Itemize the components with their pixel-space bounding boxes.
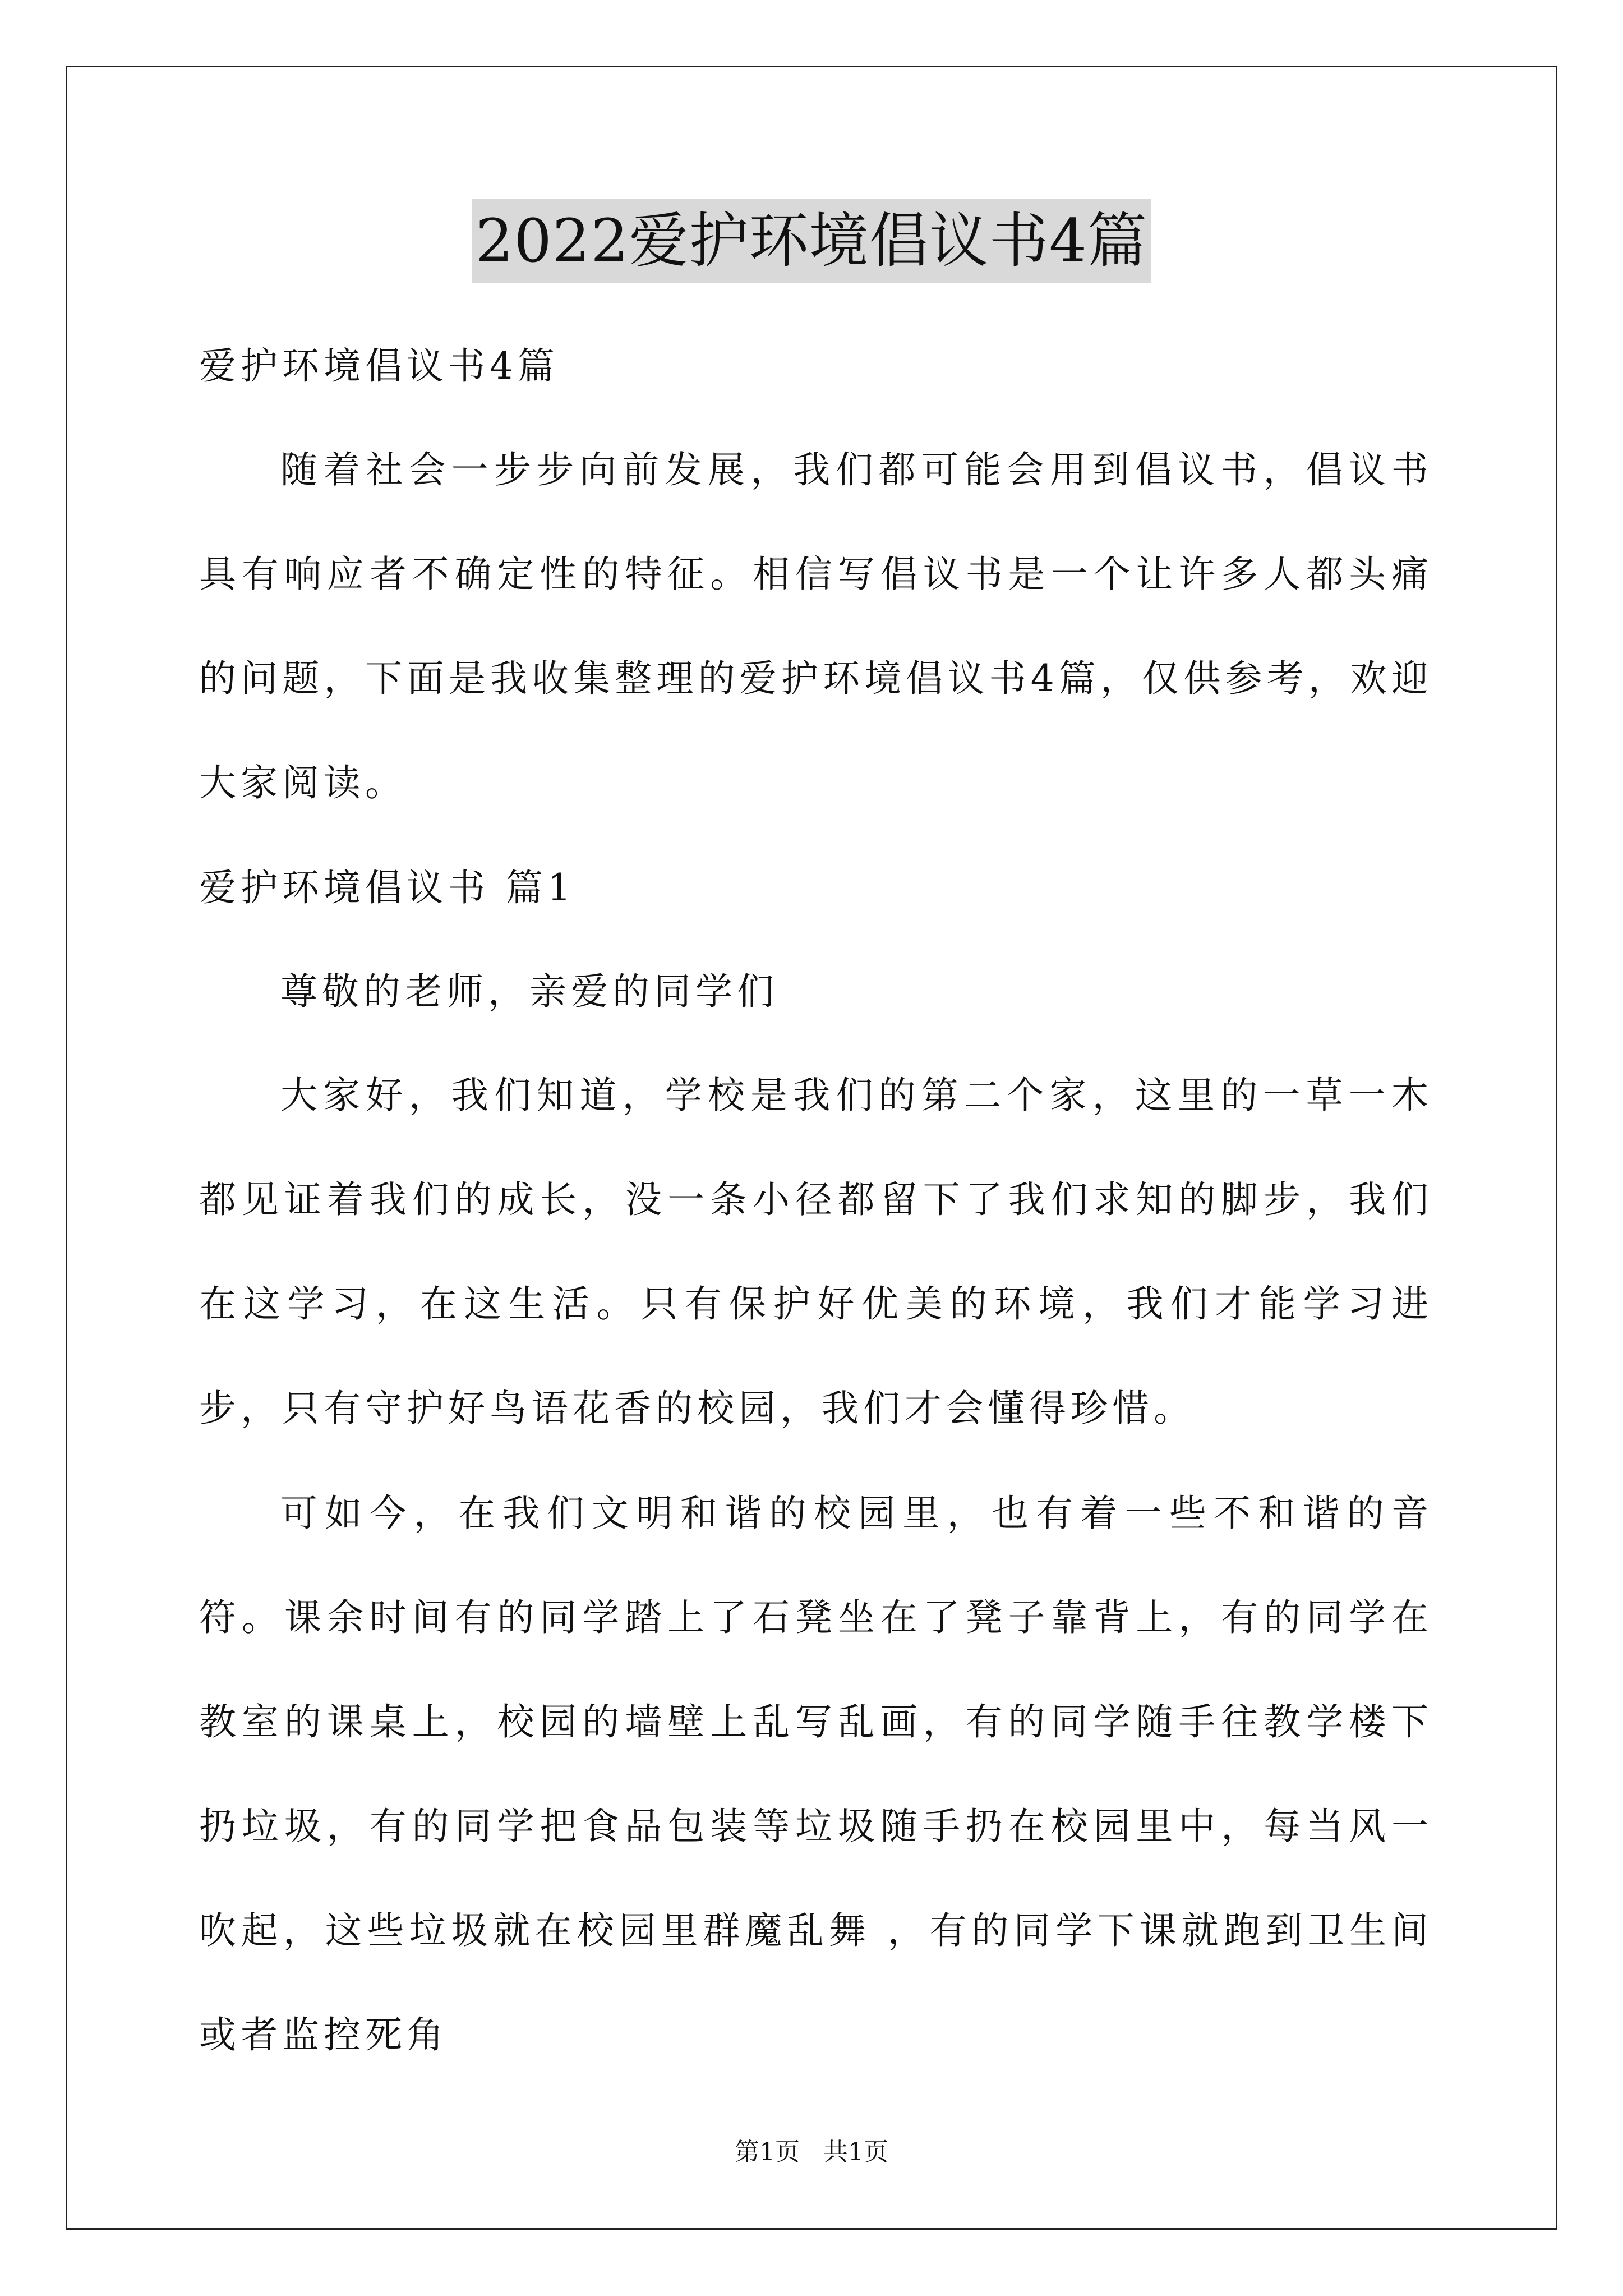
page-number: 第1页 [735, 2138, 800, 2166]
body-paragraph-1: 大家好，我们知道，学校是我们的第二个家，这里的一草一木都见证着我们的成长，没一条小径都留下了我们求知的脚步，我们在这学习，在这生活。只有保护好优美的环境，我们才能学习进步，只有守护好鸟语花香的校园，我们才会懂得珍惜。 [199, 1074, 1433, 1430]
page-footer [0, 2132, 1623, 2168]
document-subtitle: 爱护环境倡议书4篇 [199, 344, 559, 388]
salutation: 尊敬的老师，亲爱的同学们 [280, 970, 778, 1013]
body-paragraph-2: 可如今，在我们文明和谐的校园里，也有着一些不和谐的音符。课余时间有的同学踏上了石凳坐在了凳子靠背上，有的同学在教室的课桌上，校园的墙壁上乱写乱画，有的同学随手往教学楼下扔垃圾，有的同学把食品包装等垃圾随手扔在校园里中，每当风一吹起，这些垃圾就在校园里群魔乱舞 ，有的同学下课就跑到卫生间或者监控死角 [199, 1492, 1433, 2056]
section-heading: 爱护环境倡议书 篇1 [199, 866, 575, 909]
page-total: 共1页 [823, 2138, 888, 2166]
document-title: 2022爱护环境倡议书4篇 [472, 199, 1151, 283]
intro-paragraph: 随着社会一步步向前发展，我们都可能会用到倡议书，倡议书具有响应者不确定性的特征。相信写倡议书是一个让许多人都头痛的问题，下面是我收集整理的爱护环境倡议书4篇，仅供参考，欢迎大家阅读。 [199, 448, 1433, 804]
title-container [0, 199, 1623, 283]
